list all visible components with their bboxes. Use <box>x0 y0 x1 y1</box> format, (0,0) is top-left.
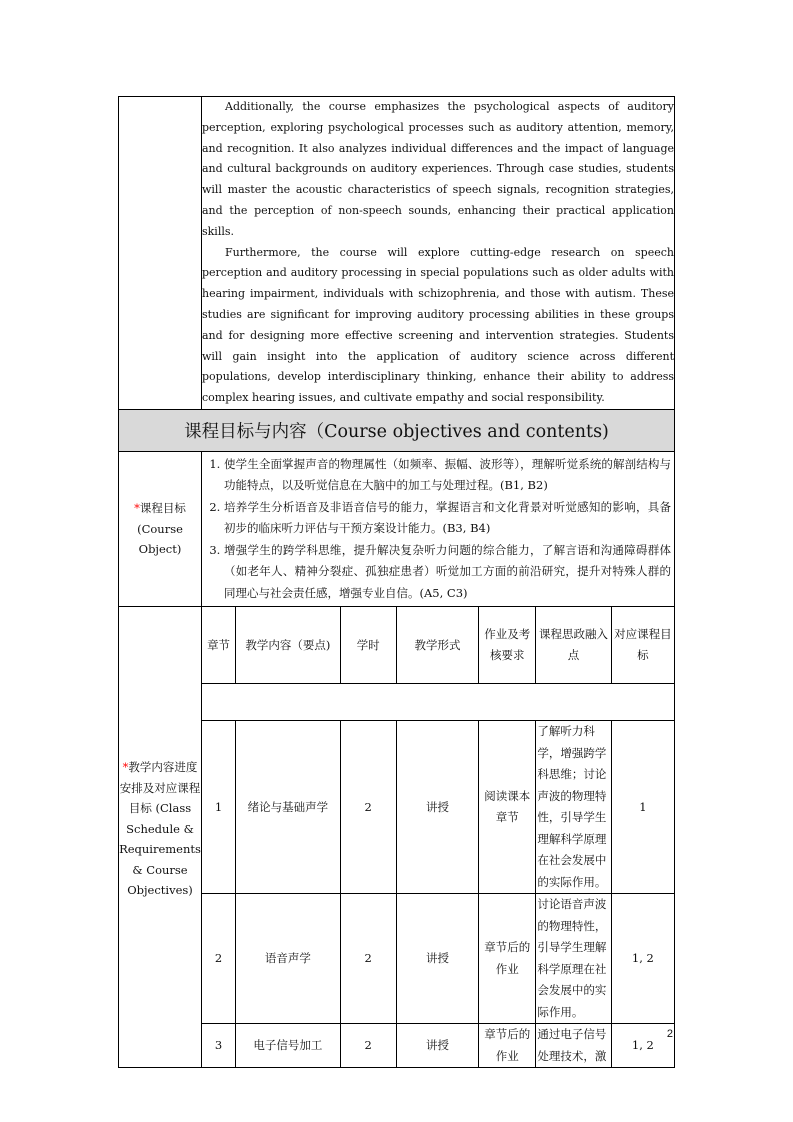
row-content: 语音声学 <box>236 894 340 1024</box>
objectives-label-en: (Course Object) <box>137 521 183 557</box>
table-row <box>202 721 675 894</box>
header-form: 教学形式 <box>396 607 478 684</box>
header-homework: 作业及考核要求 <box>479 607 536 684</box>
course-table <box>118 96 675 1068</box>
section-title: 课程目标与内容（Course objectives and contents) <box>119 409 675 451</box>
row-hours: 2 <box>340 894 396 1024</box>
schedule-label <box>119 607 202 1068</box>
header-chapter: 章节 <box>202 607 236 684</box>
intro-paragraph: Furthermore, the course will explore cutting-edge research on speech perception and auditory processing in special populations such as older adults with hearing impairment, individuals with schizophrenia, and those with autism. These studies are significant for improving auditory processing abilities in these groups and for designing more effective screening and intervention strategies. Students will gain insight into the application of auditory science across different populations, develop interdisciplinary thinking, enhance their ability to address complex hearing issues, and cultivate empathy and social responsibility. <box>202 245 674 405</box>
schedule-header-row <box>202 607 675 684</box>
objectives-row <box>119 451 675 607</box>
schedule-cell <box>202 607 675 1068</box>
schedule-empty-row <box>202 684 675 721</box>
empty-row-cell <box>202 684 675 721</box>
header-ideology: 课程思政融入点 <box>536 607 611 684</box>
row-form: 讲授 <box>396 721 478 894</box>
intro-row <box>119 97 675 410</box>
required-star: * <box>134 501 140 516</box>
row-homework: 章节后的作业 <box>479 894 536 1024</box>
row-chapter: 1 <box>202 721 236 894</box>
intro-paragraph: Additionally, the course emphasizes the psychological aspects of auditory perception, exploring psychological processes such as auditory attention, memory, and recognition. It also analyzes individual differences and the impact of language and cultural backgrounds on auditory experiences. Through case studies, students will master the acoustic characteristics of speech signals, recognition strategies, and the perception of non-speech sounds, enhancing their practical application skills. <box>202 100 674 238</box>
row-form: 讲授 <box>396 1024 478 1068</box>
objectives-cell <box>202 451 675 607</box>
schedule-row <box>119 607 675 1068</box>
intro-label-cell <box>119 97 202 410</box>
objectives-list <box>202 452 674 607</box>
objectives-label-cn: 课程目标 <box>139 501 186 516</box>
header-content: 教学内容（要点) <box>236 607 340 684</box>
objective-item: 3. 增强学生的跨学科思维，提升解决复杂听力问题的综合能力，了解言语和沟通障碍群体（如老年人、精神分裂症、孤独症患者）听觉加工方面的前沿研究，提升对特殊人群的同理心与社会责任感，增强专业自信。(A5, C3) <box>224 540 671 605</box>
header-hours: 学时 <box>340 607 396 684</box>
objective-item: 1. 使学生全面掌握声音的物理属性（如频率、振幅、波形等），理解听觉系统的解剖结构与功能特点，以及听觉信息在大脑中的加工与处理过程。(B1, B2) <box>224 454 671 497</box>
page-number: 2 <box>666 1028 673 1040</box>
row-chapter: 3 <box>202 1024 236 1068</box>
schedule-label-en: (Class Schedule & Requirements & Course Objectives) <box>119 801 201 898</box>
objective-item: 2. 培养学生分析语音及非语音信号的能力，掌握语言和文化背景对听觉感知的影响，具备初步的临床听力评估与干预方案设计能力。(B3, B4) <box>224 497 671 540</box>
row-hours: 2 <box>340 1024 396 1068</box>
table-row <box>202 894 675 1024</box>
row-form: 讲授 <box>396 894 478 1024</box>
row-chapter: 2 <box>202 894 236 1024</box>
table-row <box>202 1024 675 1068</box>
row-targets: 1 <box>611 721 674 894</box>
objectives-label <box>119 451 202 607</box>
row-homework: 章节后的作业 <box>479 1024 536 1068</box>
row-content: 电子信号加工 <box>236 1024 340 1068</box>
intro-cell <box>202 97 675 410</box>
row-content: 绪论与基础声学 <box>236 721 340 894</box>
row-ideology: 通过电子信号处理技术，激 <box>536 1024 611 1068</box>
required-star: * <box>122 760 129 775</box>
schedule-label-cn: 教学内容进度安排及对应课程目标 <box>119 760 201 816</box>
row-hours: 2 <box>340 721 396 894</box>
section-title-row <box>119 409 675 451</box>
row-targets: 1, 2 <box>611 894 674 1024</box>
row-homework: 阅读课本章节 <box>479 721 536 894</box>
schedule-table <box>201 606 675 1068</box>
document-page <box>118 96 674 1068</box>
row-ideology: 讨论语音声波的物理特性，引导学生理解科学原理在社会发展中的实际作用。 <box>536 894 611 1024</box>
row-targets: 1, 2 <box>611 1024 674 1068</box>
row-ideology: 了解听力科学，增强跨学科思维；讨论声波的物理特性，引导学生理解科学原理在社会发展中的实际作用。 <box>536 721 611 894</box>
header-targets: 对应课程目标 <box>611 607 674 684</box>
